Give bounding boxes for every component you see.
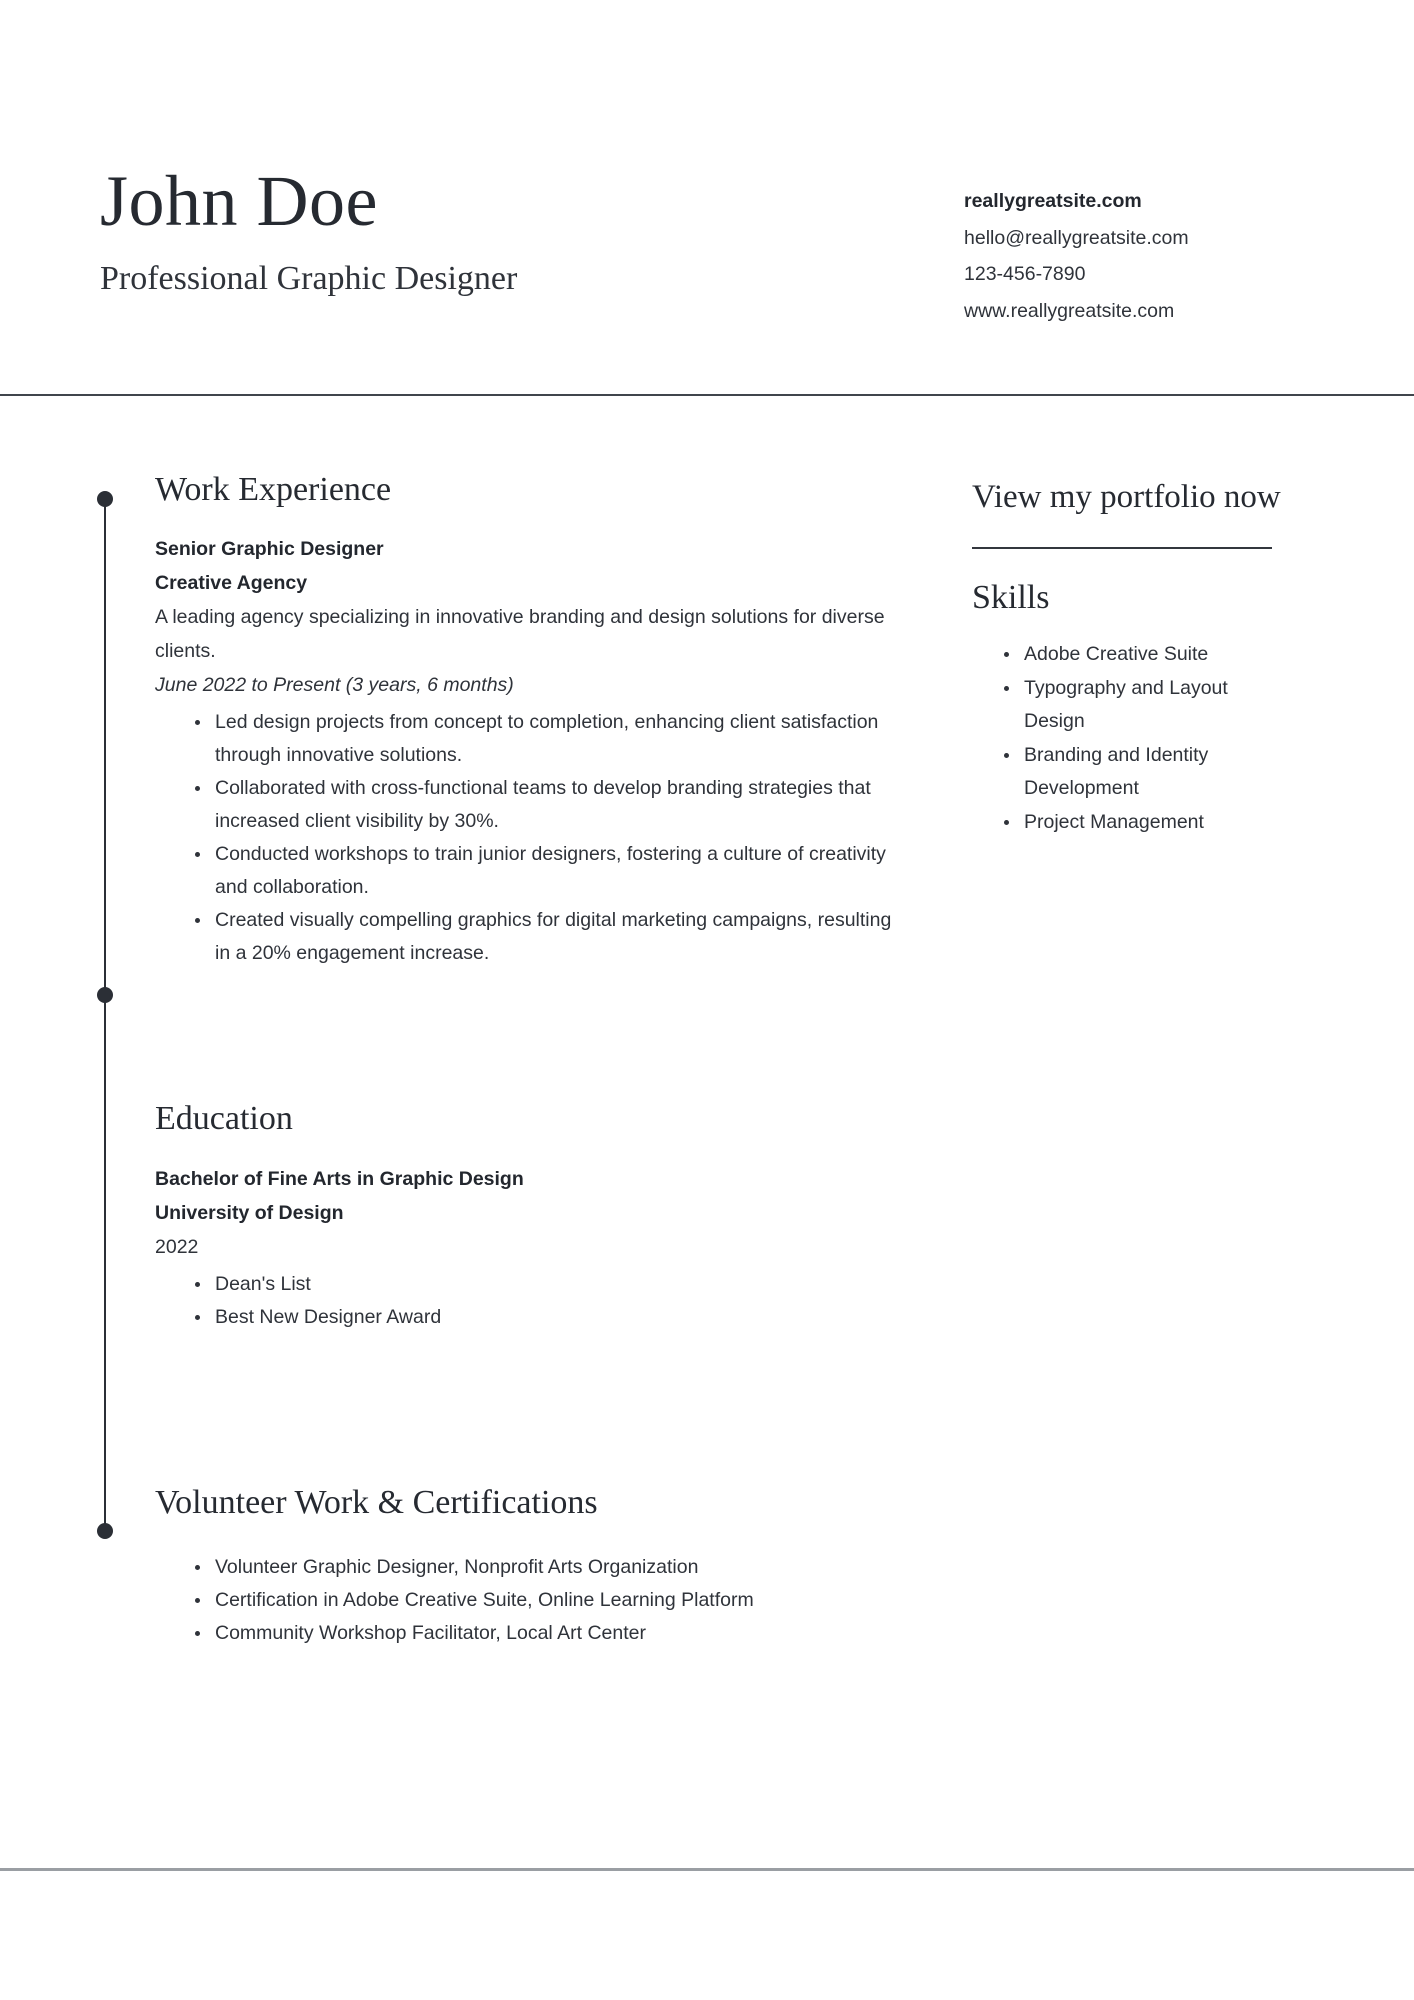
list-item: Community Workshop Facilitator, Local Art Center: [193, 1617, 900, 1650]
list-item: Led design projects from concept to completion, enhancing client satisfaction through innovative solutions.: [193, 706, 900, 772]
list-item: Project Management: [1002, 806, 1284, 840]
section-title-education: Education: [155, 1100, 293, 1138]
timeline-dot-volunteer: [97, 1523, 113, 1539]
list-item: Adobe Creative Suite: [1002, 638, 1284, 672]
contact-email[interactable]: hello@reallygreatsite.com: [964, 226, 1189, 249]
volunteer-bullet-list: [155, 1551, 900, 1650]
education-year: 2022: [155, 1235, 199, 1258]
work-organization: Creative Agency: [155, 572, 308, 595]
sidebar-column: [972, 471, 1284, 839]
list-item: Best New Designer Award: [193, 1301, 900, 1334]
list-item: Volunteer Graphic Designer, Nonprofit Arts Organization: [193, 1551, 900, 1584]
header-inner: [100, 161, 1274, 329]
contact-website-label[interactable]: reallygreatsite.com: [964, 190, 1142, 212]
candidate-name: John Doe: [100, 161, 378, 241]
timeline-dot-work: [97, 491, 113, 507]
work-date-range: June 2022 to Present (3 years, 6 months): [155, 674, 514, 697]
main-column: [155, 471, 900, 1650]
section-volunteer: [155, 1484, 900, 1650]
list-item: Typography and Layout Design: [1002, 672, 1284, 739]
footer-divider: [0, 1868, 1414, 1871]
resume-header: [0, 0, 1414, 396]
education-bullet-list: [155, 1268, 900, 1334]
skills-list: [972, 638, 1284, 839]
timeline-dot-education: [97, 987, 113, 1003]
list-item: Collaborated with cross-functional teams to develop branding strategies that increased client visibility by 30%.: [193, 772, 900, 838]
contact-block: [964, 165, 1274, 329]
education-entry: [155, 1162, 900, 1334]
section-title-work-experience: Work Experience: [155, 471, 392, 508]
list-item: Conducted workshops to train junior designers, fostering a culture of creativity and collaboration.: [193, 838, 900, 904]
education-degree: Bachelor of Fine Arts in Graphic Design: [155, 1167, 524, 1190]
work-bullet-list: [155, 706, 900, 970]
section-title-volunteer: Volunteer Work & Certifications: [155, 1483, 598, 1521]
candidate-job-title: Professional Graphic Designer: [100, 260, 518, 297]
work-role: Senior Graphic Designer: [155, 538, 384, 561]
education-institution: University of Design: [155, 1201, 344, 1224]
list-item: Dean's List: [193, 1268, 900, 1301]
list-item: Created visually compelling graphics for digital marketing campaigns, resulting in a 20% engagement increase.: [193, 904, 900, 970]
timeline-line: [104, 499, 106, 1531]
identity-block: [100, 161, 518, 300]
work-entry: [155, 532, 900, 970]
list-item: Certification in Adobe Creative Suite, Online Learning Platform: [193, 1584, 900, 1617]
contact-website-url[interactable]: www.reallygreatsite.com: [964, 299, 1175, 322]
header-divider: [0, 394, 1414, 396]
list-item: Branding and Identity Development: [1002, 739, 1284, 806]
sidebar-divider: [972, 547, 1272, 549]
section-title-skills: Skills: [972, 579, 1050, 616]
section-education: [155, 1100, 900, 1333]
portfolio-heading[interactable]: View my portfolio now: [972, 479, 1281, 515]
work-description: A leading agency specializing in innovative branding and design solutions for diverse clients.: [155, 606, 885, 663]
section-work-experience: [155, 471, 900, 970]
timeline-rail: [97, 491, 113, 1531]
contact-phone[interactable]: 123-456-7890: [964, 263, 1086, 285]
